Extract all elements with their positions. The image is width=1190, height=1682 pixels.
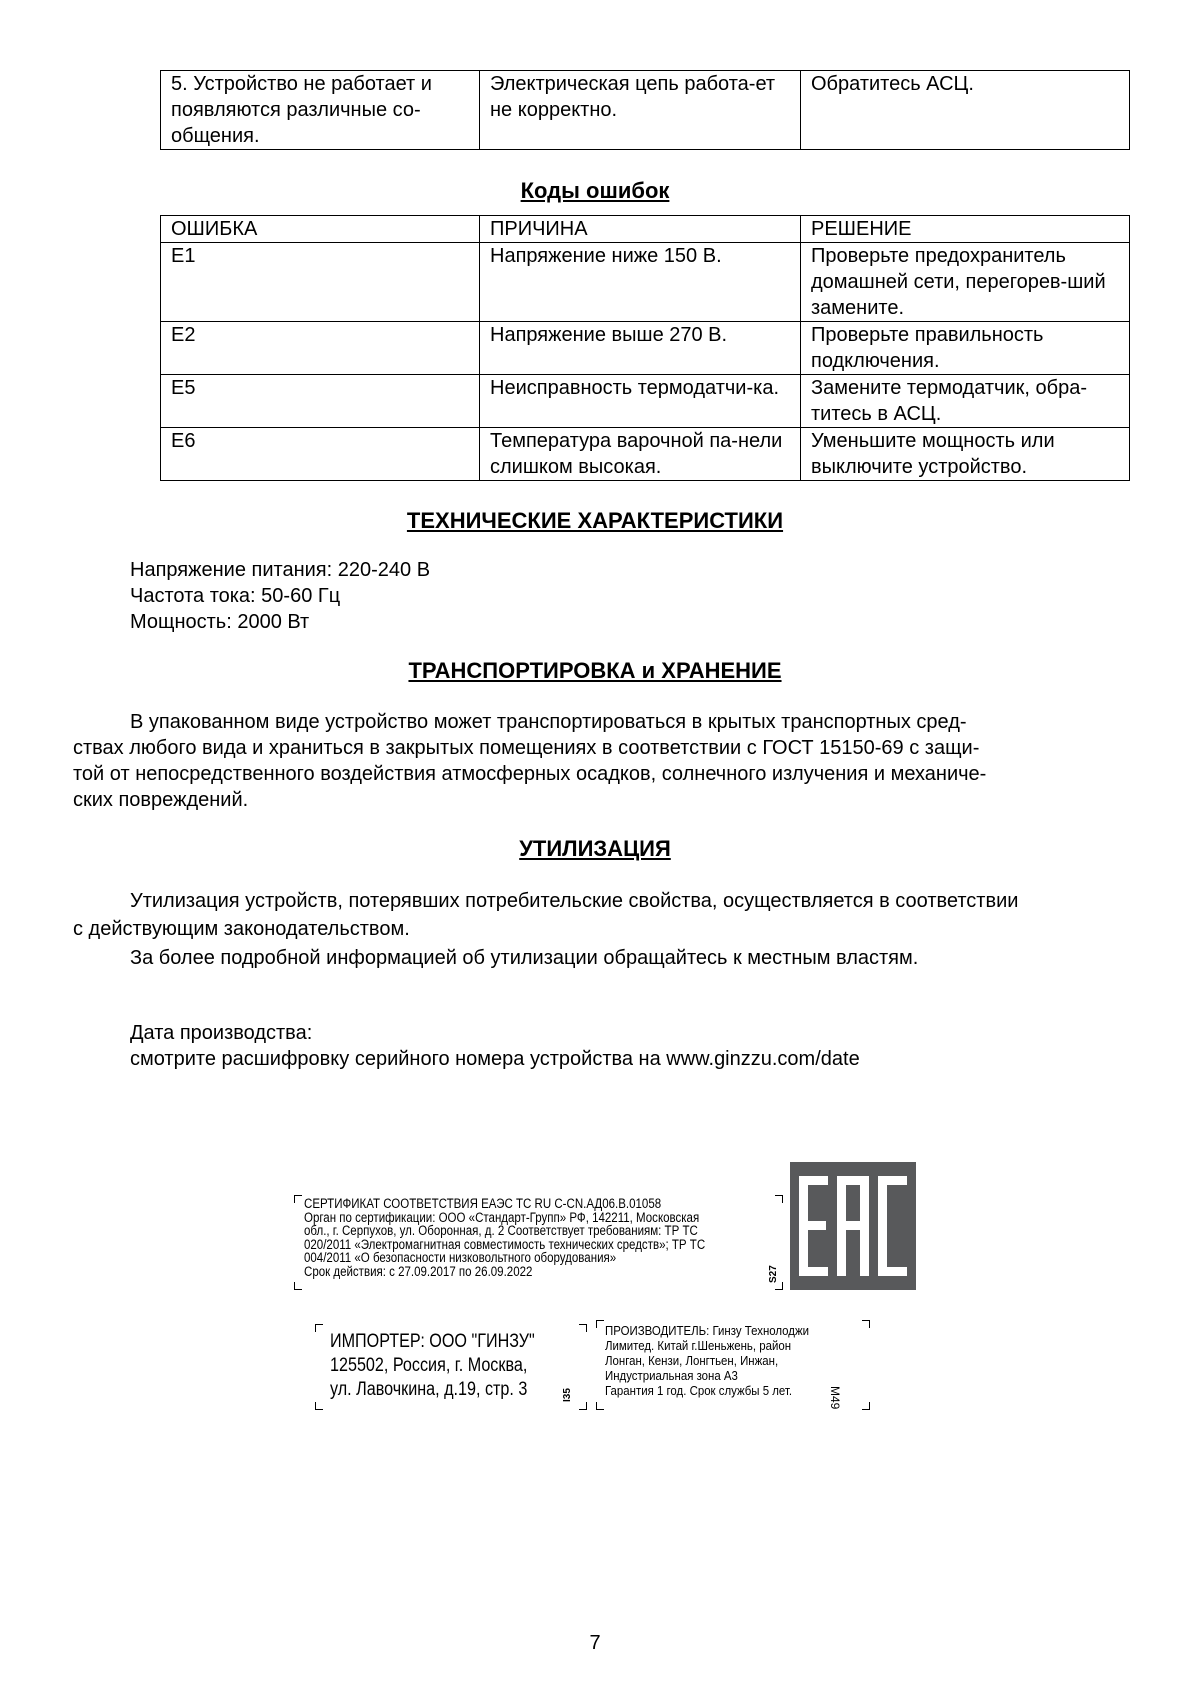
table-row — [161, 322, 1130, 375]
importer-text — [330, 1330, 535, 1402]
transport-line: той от непосредственного воздействия атмосферных осадков, солнечного излучения и механиче- — [73, 763, 987, 785]
certificate-line: обл., г. Серпухов, ул. Оборонная, д. 2 Соответствует требованиям: ТР ТС — [304, 1223, 698, 1238]
importer-line: ИМПОРТЕР: ООО "ГИНЗУ" — [330, 1331, 535, 1352]
transport-heading: ТРАНСПОРТИРОВКА и ХРАНЕНИЕ — [408, 658, 782, 683]
transport-line: В упакованном виде устройство может транспортироваться в крытых транспортных сред- — [130, 711, 967, 733]
problem-cell: 5. Устройство не работает и появляются различные со-общения. — [161, 71, 480, 150]
manufacturer-stamp: M49 — [828, 1386, 842, 1410]
error-cause: Напряжение ниже 150 В. — [480, 243, 801, 322]
error-cause: Температура варочной па-нели слишком высокая. — [480, 428, 801, 481]
header-solution: РЕШЕНИЕ — [801, 216, 1130, 243]
disposal-heading: УТИЛИЗАЦИЯ — [519, 836, 671, 861]
importer-stamp: I35 — [562, 1388, 573, 1402]
error-codes-table — [160, 215, 1130, 481]
errors-heading: Коды ошибок — [520, 178, 670, 203]
header-cause: ПРИЧИНА — [480, 216, 801, 243]
error-code: E1 — [161, 243, 480, 322]
manufacturer-text — [605, 1323, 809, 1398]
corner-mark — [862, 1320, 870, 1328]
transport-line: ских повреждений. — [73, 789, 249, 811]
corner-mark — [579, 1324, 587, 1332]
corner-mark — [294, 1195, 302, 1203]
specs-heading: ТЕХНИЧЕСКИЕ ХАРАКТЕРИСТИКИ — [406, 508, 784, 533]
certificate-line: 004/2011 «О безопасности низковольтного оборудования» — [304, 1250, 617, 1265]
cause-cell: Электрическая цепь работа-ет не корректно. — [480, 71, 801, 150]
transport-line: ствах любого вида и храниться в закрытых помещениях в соответствии с ГОСТ 15150-69 с защи- — [73, 737, 980, 759]
corner-mark — [775, 1195, 783, 1203]
corner-mark — [862, 1402, 870, 1410]
table-row — [161, 428, 1130, 481]
table-row — [161, 243, 1130, 322]
table-header-row — [161, 216, 1130, 243]
disposal-line: Утилизация устройств, потерявших потребительские свойства, осуществляется в соответствии — [130, 890, 1019, 912]
corner-mark — [579, 1402, 587, 1410]
page-number: 7 — [589, 1632, 601, 1654]
importer-line: ул. Лавочкина, д.19, стр. 3 — [330, 1379, 528, 1400]
manufacturer-line: Индустриальная зона А3 — [605, 1368, 738, 1383]
disposal-line: с действующим законодательством. — [73, 918, 410, 940]
importer-line: 125502, Россия, г. Москва, — [330, 1355, 528, 1376]
solution-cell: Обратитесь АСЦ. — [801, 71, 1130, 150]
certificate-line: СЕРТИФИКАТ СООТВЕТСТВИЯ ЕАЭС ТС RU С-CN.АД06.В.01058 — [304, 1196, 662, 1211]
corner-mark — [315, 1324, 323, 1332]
eac-logo — [790, 1162, 916, 1290]
header-error: ОШИБКА — [161, 216, 480, 243]
certificate-text — [304, 1197, 713, 1278]
table-row — [161, 375, 1130, 428]
manufacturer-line: Гарантия 1 год. Срок службы 5 лет. — [605, 1383, 793, 1398]
error-solution: Уменьшите мощность или выключите устройство. — [801, 428, 1130, 481]
troubleshooting-table — [160, 70, 1130, 150]
manufacturer-line: Лимитед. Китай г.Шеньжень, район — [605, 1338, 792, 1353]
error-cause: Неисправность термодатчи-ка. — [480, 375, 801, 428]
corner-mark — [596, 1402, 604, 1410]
certificate-line: Орган по сертификации: ООО «Стандарт-Групп» РФ, 142211, Московская — [304, 1209, 700, 1225]
table-row — [161, 71, 1130, 150]
corner-mark — [315, 1402, 323, 1410]
error-solution: Замените термодатчик, обра-титесь в АСЦ. — [801, 375, 1130, 428]
error-solution: Проверьте правильность подключения. — [801, 322, 1130, 375]
certificate-stamp: S27 — [768, 1265, 779, 1283]
error-code: E6 — [161, 428, 480, 481]
manufacturer-line: Лонган, Кензи, Лонгтьен, Инжан, — [605, 1353, 779, 1368]
production-date-text: смотрите расшифровку серийного номера устройства на www.ginzzu.com/date — [130, 1048, 860, 1070]
corner-mark — [294, 1282, 302, 1290]
production-date-label: Дата производства: — [130, 1022, 313, 1044]
corner-mark — [775, 1282, 783, 1290]
certificate-line: Срок действия: с 27.09.2017 по 26.09.2022 — [304, 1263, 533, 1279]
error-cause: Напряжение выше 270 В. — [480, 322, 801, 375]
error-code: E2 — [161, 322, 480, 375]
error-code: E5 — [161, 375, 480, 428]
error-solution: Проверьте предохранитель домашней сети, перегорев-ший замените. — [801, 243, 1130, 322]
certificate-line: 020/2011 «Электромагнитная совместимость технических средств»; ТР ТС — [304, 1236, 706, 1252]
manufacturer-line: ПРОИЗВОДИТЕЛЬ: Гинзу Технолоджи — [605, 1323, 810, 1338]
spec-frequency: Частота тока: 50-60 Гц — [130, 585, 341, 607]
spec-power: Мощность: 2000 Вт — [130, 611, 310, 633]
spec-voltage: Напряжение питания: 220-240 В — [130, 559, 431, 581]
disposal-line: За более подробной информацией об утилизации обращайтесь к местным властям. — [130, 947, 919, 969]
corner-mark — [596, 1320, 604, 1328]
